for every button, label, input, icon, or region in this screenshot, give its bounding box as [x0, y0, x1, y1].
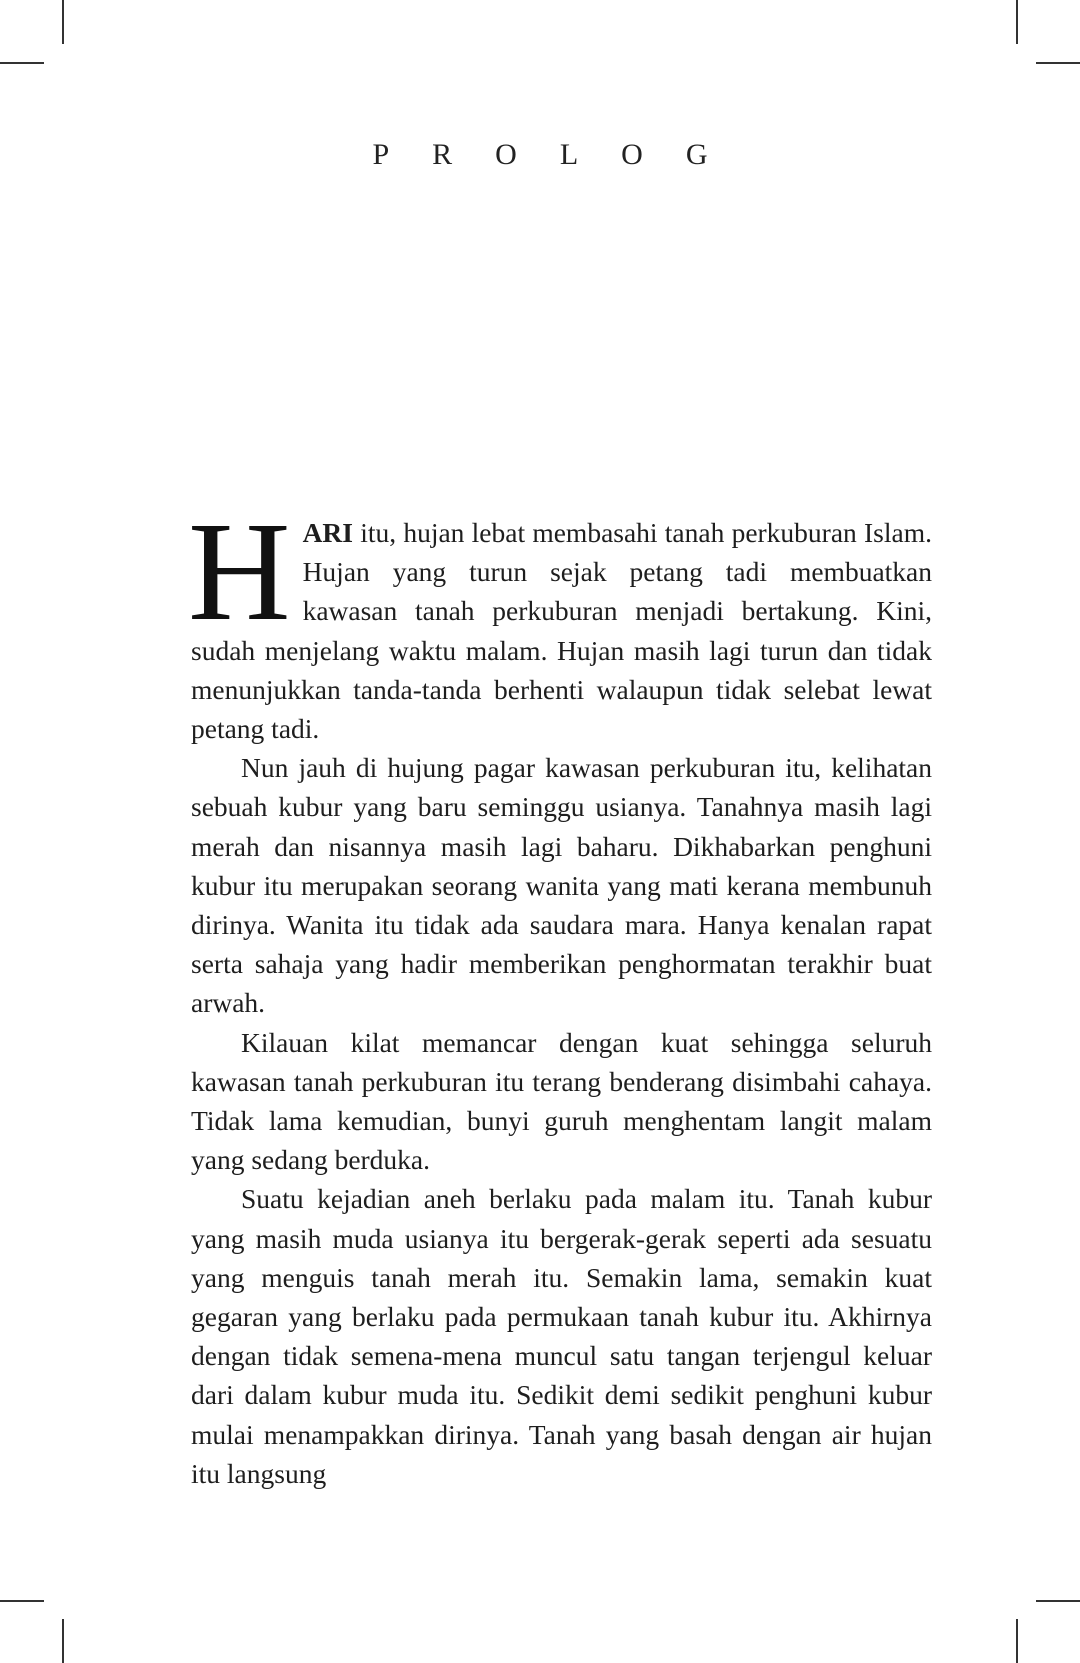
crop-mark-top-right-vertical — [1016, 0, 1018, 44]
crop-mark-top-left-vertical — [62, 0, 64, 44]
crop-mark-top-left-horizontal — [0, 62, 44, 64]
crop-mark-bottom-right-horizontal — [1036, 1600, 1080, 1602]
crop-mark-bottom-right-vertical — [1016, 1619, 1018, 1663]
body-text — [188, 492, 932, 1493]
lead-word: ARI — [302, 517, 353, 548]
crop-mark-top-right-horizontal — [1036, 62, 1080, 64]
chapter-title: PROLOG — [372, 138, 751, 171]
paragraph-3: Kilauan kilat memancar dengan kuat sehingga seluruh kawasan tanah perkuburan itu terang benderang disimbahi cahaya. Tidak lama kemudian, bunyi guruh menghentam langit malam yang sedang berduka. — [191, 1026, 932, 1176]
crop-mark-bottom-left-horizontal — [0, 1600, 44, 1602]
paragraph-1-text: itu, hujan lebat membasahi tanah perkuburan Islam. Hujan yang turun sejak petang tadi membuatkan kawasan tanah perkuburan menjadi bertakung. Kini, sudah menjelang waktu malam. Hujan masih lagi turun dan tidak menunjukkan tanda-tanda berhenti walaupun tidak selebat lewat petang tadi. — [191, 517, 932, 745]
paragraph-4: Suatu kejadian aneh berlaku pada malam itu. Tanah kubur yang masih muda usianya itu bergerak-gerak seperti ada sesuatu yang menguis tanah merah itu. Semakin lama, semakin kuat gegaran yang berlaku pada permukaan tanah kubur itu. Akhirnya dengan tidak semena-mena muncul satu tangan terjengul keluar dari dalam kubur muda itu. Sedikit demi sedikit penghuni kubur mulai menampakkan dirinya. Tanah yang basah dengan air hujan itu langsung — [191, 1183, 932, 1489]
drop-cap: H — [188, 492, 291, 650]
crop-mark-bottom-left-vertical — [62, 1619, 64, 1663]
paragraph-1 — [188, 492, 932, 748]
paragraph-2: Nun jauh di hujung pagar kawasan perkuburan itu, kelihatan sebuah kubur yang baru seminggu usianya. Tanahnya masih lagi merah dan nisannya masih lagi baharu. Dikhabarkan penghuni kubur itu merupakan seorang wanita yang mati kerana membunuh dirinya. Wanita itu tidak ada saudara mara. Hanya kenalan rapat serta sahaja yang hadir memberikan penghormatan terakhir buat arwah. — [191, 752, 932, 1019]
